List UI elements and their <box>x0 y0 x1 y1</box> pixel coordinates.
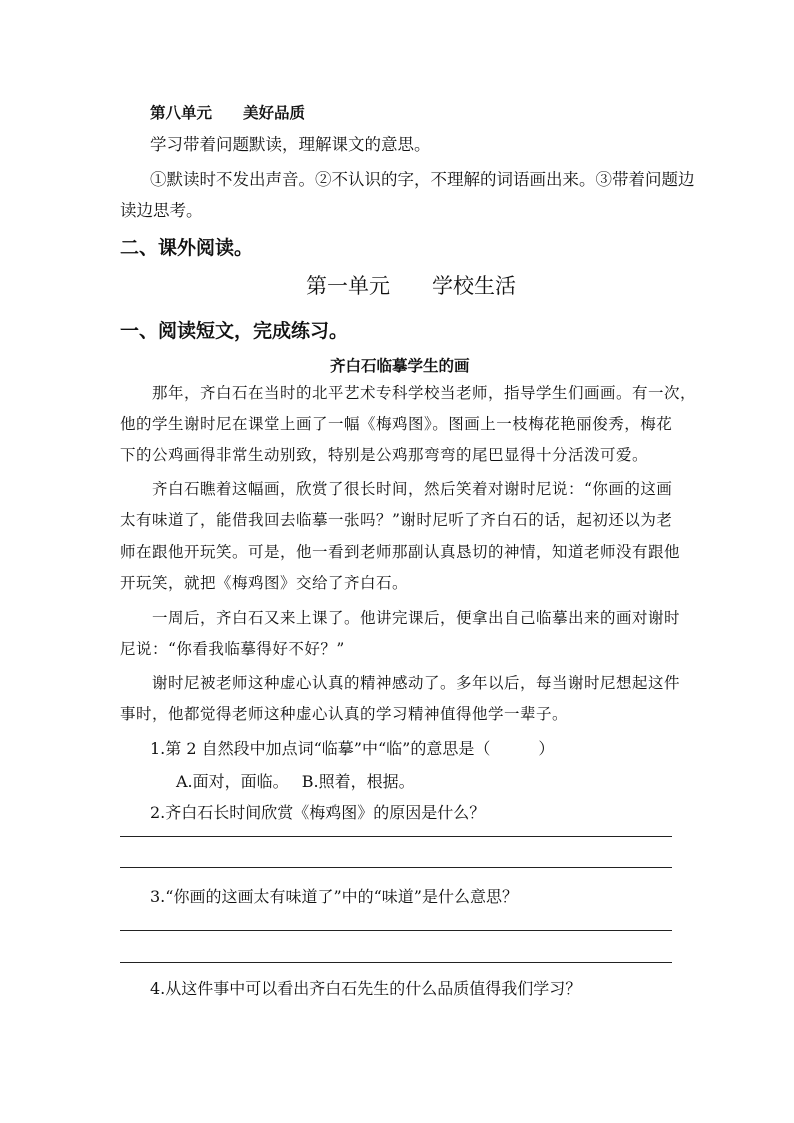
passage-line: 下的公鸡画得非常生动别致，特别是公鸡那弯弯的尾巴显得十分活泼可爱。 <box>120 446 649 464</box>
passage-line: 他的学生谢时尼在课堂上画了一幅《梅鸡图》。图画上一枝梅花艳丽俊秀，梅花 <box>120 415 673 433</box>
answer-line-q3[interactable] <box>120 930 672 931</box>
reading-tip: 学习带着问题默读，理解课文的意思。 <box>150 135 431 154</box>
passage-line: 齐白石瞧着这幅画，欣赏了很长时间，然后笑着对谢时尼说：“你画的这画 <box>152 480 673 498</box>
section-2-heading: 二、课外阅读。 <box>120 237 254 259</box>
method-line-1: ①默读时不发出声音。②不认识的字，不理解的词语画出来。③带着问题边 <box>150 170 695 189</box>
passage-line: 开玩笑，就把《梅鸡图》交给了齐白石。 <box>120 574 409 592</box>
passage-line: 谢时尼被老师这种虚心认真的精神感动了。多年以后，每当谢时尼想起这件 <box>152 674 681 692</box>
unit1-title: 第一单元 学校生活 <box>306 274 516 298</box>
passage-title: 齐白石临摹学生的画 <box>330 357 470 375</box>
passage-line: 尼说：“你看我临摹得好不好？” <box>120 640 345 658</box>
passage-line: 师在跟他开玩笑。可是，他一看到老师那副认真恳切的神情，知道老师没有跟他 <box>120 543 681 561</box>
section-1-heading: 一、阅读短文，完成练习。 <box>120 320 349 342</box>
question-2: 2.齐白石长时间欣赏《梅鸡图》的原因是什么？ <box>150 803 486 822</box>
unit8-title: 第八单元 美好品质 <box>150 104 306 122</box>
passage-line: 太有味道了，能借我回去临摹一张吗？”谢时尼听了齐白石的话，起初还以为老 <box>120 511 673 529</box>
question-1: 1.第 2 自然段中加点词“临摹”中“临”的意思是（ ） <box>150 739 555 758</box>
question-4: 4.从这件事中可以看出齐白石先生的什么品质值得我们学习？ <box>150 979 582 998</box>
passage-line: 那年，齐白石在当时的北平艺术专科学校当老师，指导学生们画画。有一次， <box>152 384 697 402</box>
question-3: 3.“你画的这画太有味道了”中的“味道”是什么意思？ <box>150 887 518 906</box>
answer-line-q2[interactable] <box>120 867 672 868</box>
answer-line-q2[interactable] <box>120 836 672 837</box>
question-1-options: A.面对，面临。 B.照着，根据。 <box>176 772 415 791</box>
passage-line: 一周后，齐白石又来上课了。他讲完课后，便拿出自己临摹出来的画对谢时 <box>152 609 681 627</box>
passage-line: 事时，他都觉得老师这种虚心认真的学习精神值得他学一辈子。 <box>120 705 569 723</box>
answer-line-q3[interactable] <box>120 962 672 963</box>
method-line-2: 读边思考。 <box>120 201 203 220</box>
